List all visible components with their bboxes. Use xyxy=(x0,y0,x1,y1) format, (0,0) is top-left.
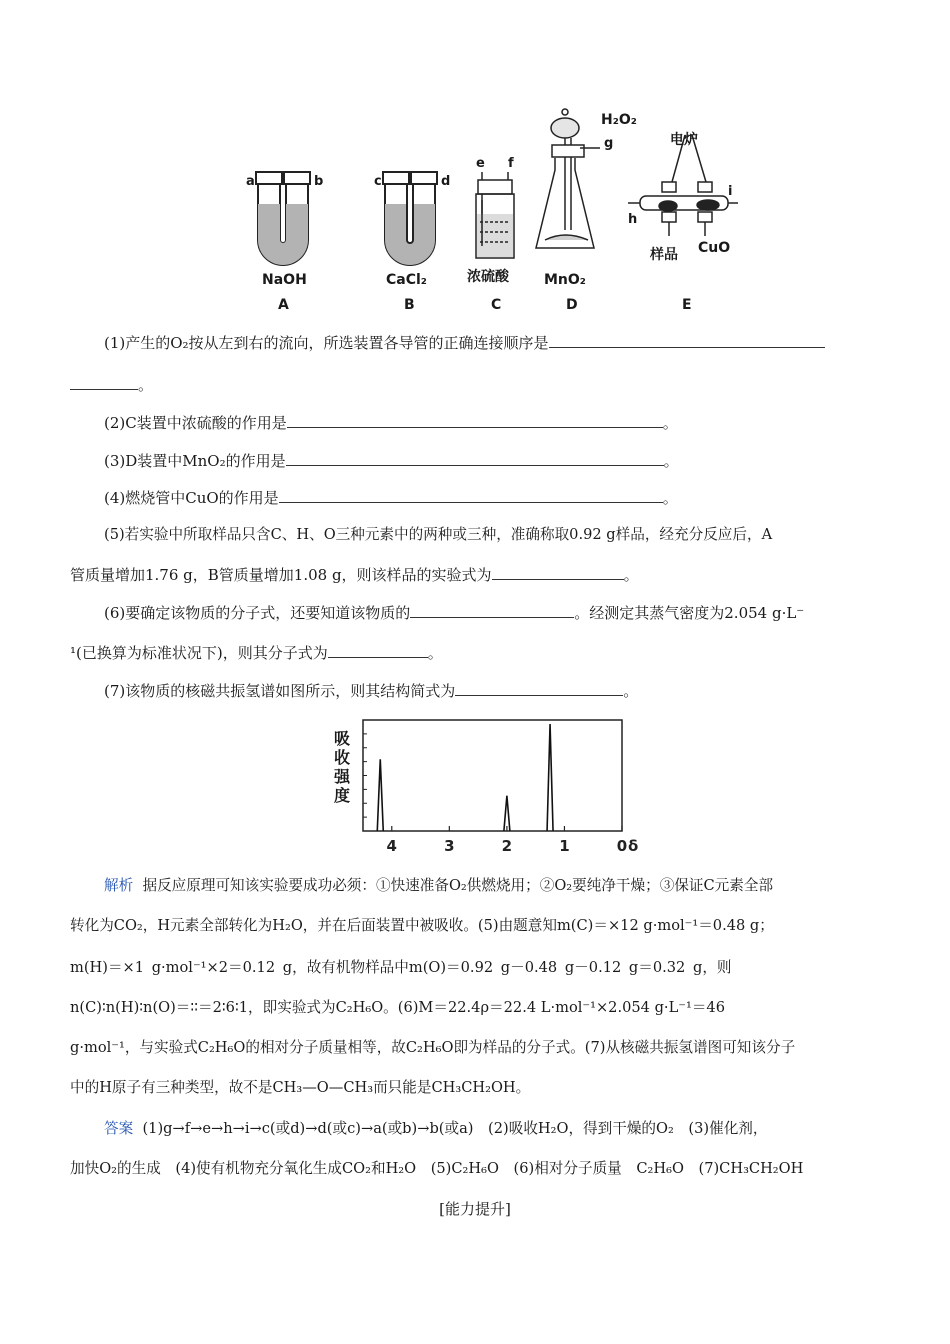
nmr-peak-3 xyxy=(547,724,553,831)
question-3-end: 。 xyxy=(663,452,679,470)
question-7-text: (7)该物质的核磁共振氢谱如图所示，则其结构简式为 xyxy=(104,682,456,700)
reagent-b: CaCl₂ xyxy=(386,272,427,288)
ylabel-char-2: 收 xyxy=(334,748,351,767)
x-tick-label-0: 0 xyxy=(616,837,628,855)
apparatus-letter-a: A xyxy=(278,297,289,313)
answer-text-1: (1)g→f→e→h→i→c(或d)→d(或c)→a(或b)→b(或a) (2)吸收H₂O，得到干燥的O₂ (3)催化剂， xyxy=(142,1120,768,1137)
apparatus-letter-e: E xyxy=(682,297,692,313)
port-h-label: h xyxy=(628,212,638,227)
answer-blank-4[interactable] xyxy=(279,488,663,503)
question-6-text: (6)要确定该物质的分子式，还要知道该物质的 xyxy=(104,604,411,622)
x-tick-label-2: 2 xyxy=(501,837,513,855)
question-6 xyxy=(104,603,804,623)
question-5 xyxy=(104,525,772,545)
question-6-text-b: ¹(已换算为标准状况下)，则其分子式为 xyxy=(70,644,328,662)
port-c-label: c xyxy=(374,174,382,189)
nmr-spectrum-chart xyxy=(330,715,660,860)
answer-blank-5[interactable] xyxy=(492,565,624,580)
port-a-label: a xyxy=(246,174,255,189)
question-2 xyxy=(104,413,678,433)
question-6-cont xyxy=(70,643,443,663)
answer-blank-6b[interactable] xyxy=(328,643,428,658)
answer-line-2: 加快O₂的生成 (4)使有机物充分氧化生成CO₂和H₂O (5)C₂H₆O (6)相对分子质量 C₂H₆O (7)CH₃CH₂OH xyxy=(70,1160,804,1177)
combustion-tube-e xyxy=(628,135,738,236)
ylabel-char-4: 度 xyxy=(334,786,351,805)
question-5-text: (5)若实验中所取样品只含C、H、O三种元素中的两种或三种，准确称取0.92 g样品，经充分反应后，A xyxy=(104,526,773,543)
x-tick-label-3: 3 xyxy=(444,837,455,855)
question-2-end: 。 xyxy=(662,414,678,432)
x-tick-label-1: 1 xyxy=(559,837,570,855)
cuo-label: CuO xyxy=(698,240,731,256)
reagent-a: NaOH xyxy=(262,272,307,288)
analysis-line-3: m(H)＝×1 g·mol⁻¹×2＝0.12 g，故有机物样品中m(O)＝0.92 g－0.48 g－0.12 g＝0.32 g，则 xyxy=(70,959,732,976)
answer-blank-3[interactable] xyxy=(286,451,664,466)
port-d-label: d xyxy=(441,174,451,189)
apparatus-figure xyxy=(0,0,950,320)
x-axis-label: δ xyxy=(628,837,639,855)
question-1 xyxy=(104,333,825,353)
answer-blank-2[interactable] xyxy=(287,413,663,428)
question-4 xyxy=(104,488,678,508)
answer-blank-1[interactable] xyxy=(549,333,825,348)
port-b-label: b xyxy=(314,174,324,189)
question-1-end: 。 xyxy=(138,376,154,394)
apparatus-letter-c: C xyxy=(491,297,502,313)
u-tube-b xyxy=(383,172,437,265)
port-f-label: f xyxy=(508,156,514,171)
question-7 xyxy=(104,681,638,701)
reagent-h2o2: H₂O₂ xyxy=(601,112,637,128)
flask-d xyxy=(536,109,600,248)
answer-blank-7[interactable] xyxy=(455,681,623,696)
answer-blank-1b[interactable] xyxy=(70,375,138,390)
answer-label: 答案 xyxy=(104,1120,134,1137)
x-tick-label-4: 4 xyxy=(386,837,397,855)
analysis-line-6: 中的H原子有三种类型，故不是CH₃—O—CH₃而只能是CH₃CH₂OH。 xyxy=(70,1079,531,1096)
question-4-end: 。 xyxy=(662,489,678,507)
ylabel-char-3: 强 xyxy=(334,767,351,786)
answer-blank-6a[interactable] xyxy=(410,603,574,618)
reagent-c: 浓硫酸 xyxy=(467,269,509,285)
question-6-end: 。 xyxy=(427,644,443,662)
wash-bottle-c xyxy=(476,172,514,258)
analysis-label: 解析 xyxy=(104,877,134,894)
port-g-label: g xyxy=(604,136,614,151)
question-5-text-b: 管质量增加1.76 g，B管质量增加1.08 g，则该样品的实验式为 xyxy=(70,566,492,584)
question-5-end: 。 xyxy=(623,566,639,584)
ylabel-char-1: 吸 xyxy=(334,729,351,748)
port-e-label: e xyxy=(476,156,485,171)
answer-line-1 xyxy=(104,1119,767,1139)
analysis-line-5: g·mol⁻¹，与实验式C₂H₆O的相对分子质量相等，故C₂H₆O即为样品的分子式。(7)从核磁共振氢谱图可知该分子 xyxy=(70,1039,796,1056)
electric-furnace-label: 电炉 xyxy=(670,132,698,148)
port-i-label: i xyxy=(728,184,733,199)
u-tube-a xyxy=(256,172,310,265)
analysis-line-4: n(C)∶n(H)∶n(O)＝∶∶＝2∶6∶1，即实验式为C₂H₆O。(6)M＝22.4ρ＝22.4 L·mol⁻¹×2.054 g·L⁻¹＝46 xyxy=(70,999,725,1016)
question-3 xyxy=(104,451,679,471)
analysis-line-2: 转化为CO₂，H元素全部转化为H₂O，并在后面装置中被吸收。(5)由题意知m(C)＝×12 g·mol⁻¹＝0.48 g； xyxy=(70,917,774,934)
question-2-text: (2)C装置中浓硫酸的作用是 xyxy=(104,414,287,432)
question-3-text: (3)D装置中MnO₂的作用是 xyxy=(104,452,286,470)
question-4-text: (4)燃烧管中CuO的作用是 xyxy=(104,489,279,507)
apparatus-letter-b: B xyxy=(404,297,415,313)
question-5-cont xyxy=(70,565,639,585)
section-heading: [能力提升] xyxy=(439,1200,511,1218)
plot-frame xyxy=(363,720,622,831)
reagent-d: MnO₂ xyxy=(544,272,586,288)
question-1-text: (1)产生的O₂按从左到右的流向，所选装置各导管的正确连接顺序是 xyxy=(104,334,549,352)
question-6-text-2: 。经测定其蒸气密度为2.054 g·L⁻ xyxy=(574,604,805,622)
nmr-peak-2 xyxy=(504,796,510,831)
analysis-line-1 xyxy=(104,876,773,896)
nmr-plot xyxy=(330,715,660,860)
nmr-peak-1 xyxy=(377,759,383,831)
apparatus-letter-d: D xyxy=(566,297,578,313)
question-7-end: 。 xyxy=(623,682,639,700)
analysis-text-1: 据反应原理可知该实验要成功必须：①快速准备O₂供燃烧用；②O₂要纯净干燥；③保证C元素全部 xyxy=(142,877,774,894)
question-1-cont xyxy=(70,375,153,395)
sample-label: 样品 xyxy=(650,247,678,263)
